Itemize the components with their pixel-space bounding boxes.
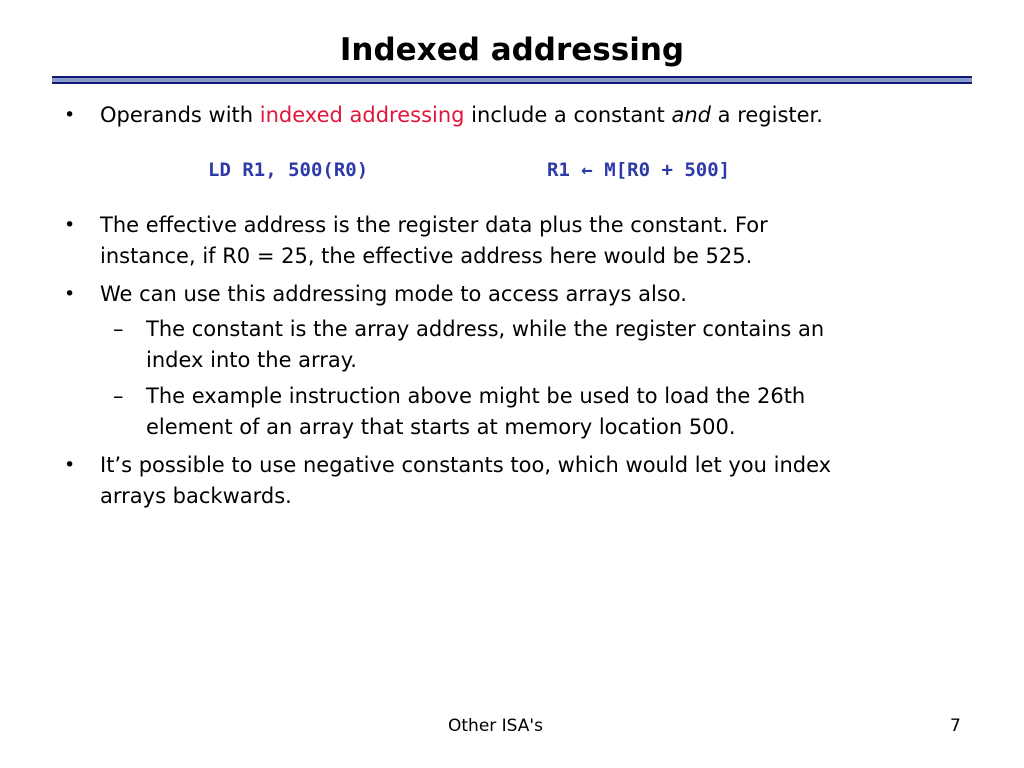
left-arrow-icon: ←	[581, 159, 593, 181]
page-number: 7	[950, 716, 961, 736]
bullet-line: The effective address is the register data plus the constant. For	[100, 213, 768, 237]
sub-bullet-constant	[146, 314, 824, 376]
sub-bullet-line: The constant is the array address, while the register contains an	[146, 317, 825, 341]
title-divider	[52, 76, 972, 84]
slide-title: Indexed addressing	[339, 32, 685, 68]
emphasis-word: and	[671, 103, 711, 127]
bullet-line: It’s possible to use negative constants too, which would let you index	[100, 453, 832, 477]
sub-bullet-line: index into the array.	[146, 348, 357, 372]
bullet-marker: •	[64, 214, 76, 236]
bullet-marker: •	[64, 454, 76, 476]
bullet-text: include a constant	[464, 103, 672, 127]
sub-bullet-example	[146, 381, 805, 443]
bullet-marker: •	[64, 283, 76, 305]
highlight-term: indexed addressing	[259, 103, 465, 127]
sub-bullet-marker: –	[113, 317, 124, 341]
sub-bullet-line: element of an array that starts at memory location 500.	[146, 415, 736, 439]
code-rtl	[547, 155, 730, 185]
footer-center: Other ISA's	[448, 716, 543, 736]
bullet-operands	[100, 100, 823, 131]
rtl-source: M[R0 + 500]	[604, 159, 731, 181]
bullet-line: arrays backwards.	[100, 484, 292, 508]
bullet-text: Operands with	[100, 103, 260, 127]
bullet-negative	[100, 450, 831, 512]
bullet-text: a register.	[710, 103, 823, 127]
bullet-arrays: We can use this addressing mode to access arrays also.	[100, 282, 687, 306]
code-instruction: LD R1, 500(R0)	[208, 159, 369, 181]
sub-bullet-line: The example instruction above might be used to load the 26th	[146, 384, 806, 408]
rtl-dest: R1	[547, 159, 570, 181]
bullet-line: instance, if R0 = 25, the effective address here would be 525.	[100, 244, 753, 268]
bullet-effective-address	[100, 210, 768, 272]
bullet-marker: •	[64, 104, 76, 126]
sub-bullet-marker: –	[113, 384, 124, 408]
